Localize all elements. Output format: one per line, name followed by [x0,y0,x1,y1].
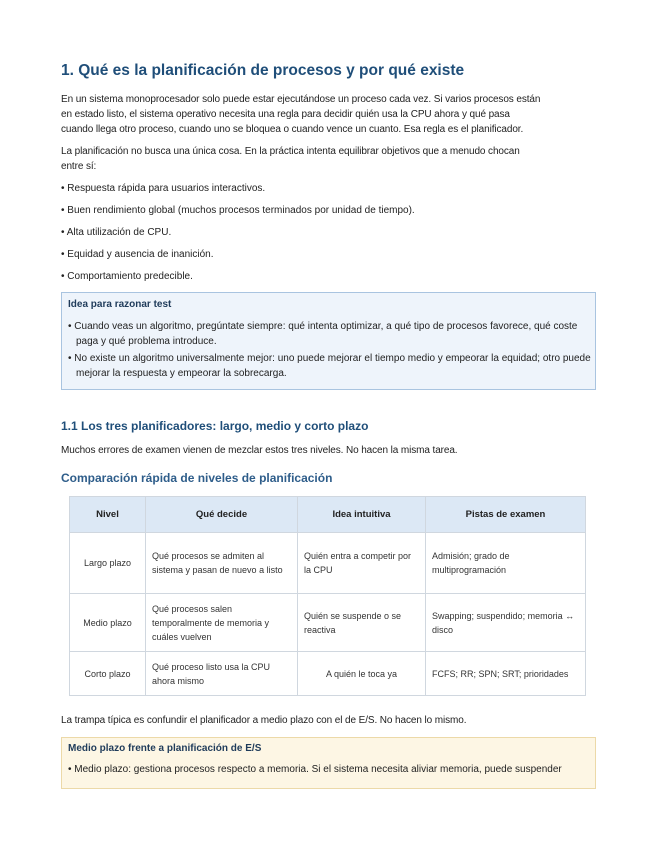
table-cell: Qué procesos salen temporalmente de memoria y cuáles vuelven [146,594,298,652]
table-cell: A quién le toca ya [298,652,426,696]
table-cell: Admisión; grado de multiprogramación [426,533,586,594]
text-line: cuando llega otro proceso, cuando uno se bloquea o cuando vence un cuanto. Esa regla es el planificador. [61,124,524,135]
planning-levels-table [69,496,586,696]
table-cell: Qué proceso listo usa la CPU ahora mismo [146,652,298,696]
text-line: La planificación no busca una única cosa. En la práctica intenta equilibrar objetivos que a menudo chocan [61,146,520,157]
objectives-paragraph [61,144,596,174]
list-item: • Respuesta rápida para usuarios interactivos. [61,183,266,194]
list-item: • Equidad y ausencia de inanición. [61,249,214,260]
text-line: entre sí: [61,161,97,172]
section-intro: Muchos errores de examen vienen de mezclar estos tres niveles. No hacen la misma tarea. [61,445,458,456]
column-header: Pistas de examen [426,497,586,533]
list-item: • Cuando veas un algoritmo, pregúntate siempre: qué intenta optimizar, a qué tipo de procesos favorece, qué coste paga y qué problema introduce. [68,321,578,347]
table-cell: Qué procesos se admiten al sistema y pasan de nuevo a listo [146,533,298,594]
table-cell: Largo plazo [70,533,146,594]
note-callout [61,737,596,789]
section-heading: 1.1 Los tres planificadores: largo, medio y corto plazo [61,419,369,433]
callout-title: Medio plazo frente a planificación de E/S [68,743,262,754]
tip-callout [61,292,596,390]
table-row [70,533,586,594]
column-header: Nivel [70,497,146,533]
table-header-row [70,497,586,533]
table-cell: Corto plazo [70,652,146,696]
table-title: Comparación rápida de niveles de planificación [61,471,333,485]
callout-title: Idea para razonar test [68,299,172,310]
column-header: Qué decide [146,497,298,533]
table-cell: Quién se suspende o se reactiva [298,594,426,652]
list-item: • Comportamiento predecible. [61,271,193,282]
text-line: En un sistema monoprocesador solo puede estar ejecutándose un proceso cada vez. Si varios procesos están [61,94,541,105]
table-row [70,652,586,696]
intro-paragraph [61,92,596,137]
text-line: en estado listo, el sistema operativo necesita una regla para decidir quién usa la CPU ahora y qué pasa [61,109,510,120]
page-title: 1. Qué es la planificación de procesos y por qué existe [61,62,465,79]
column-header: Idea intuitiva [298,497,426,533]
list-item: • Alta utilización de CPU. [61,227,172,238]
table-cell: Swapping; suspendido; memoria ↔ disco [426,594,586,652]
list-item: • Buen rendimiento global (muchos procesos terminados por unidad de tiempo). [61,205,415,216]
table-cell: Quién entra a competir por la CPU [298,533,426,594]
table-row [70,594,586,652]
list-item: • No existe un algoritmo universalmente mejor: uno puede mejorar el tiempo medio y empeorar la equidad; otro puede mejorar la respuesta y empeorar la sobrecarga. [68,353,591,379]
trap-paragraph: La trampa típica es confundir el planificador a medio plazo con el de E/S. No hacen lo mismo. [61,715,467,726]
table-cell: FCFS; RR; SPN; SRT; prioridades [426,652,586,696]
list-item: • Medio plazo: gestiona procesos respecto a memoria. Si el sistema necesita aliviar memoria, puede suspender [68,764,562,775]
table-cell: Medio plazo [70,594,146,652]
